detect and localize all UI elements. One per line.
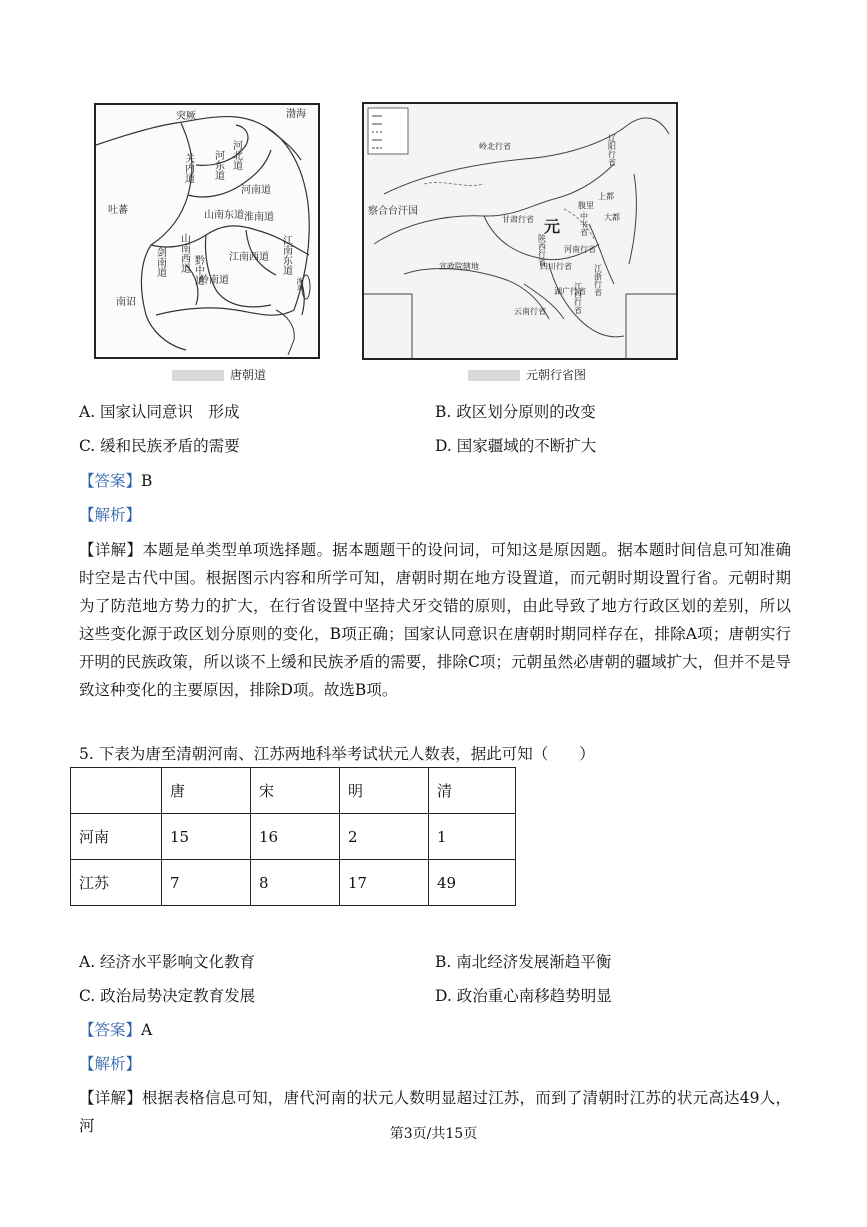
yuan-label-yunnan: 云南行省	[514, 307, 546, 316]
table-header-cell: 明	[340, 768, 429, 814]
tang-label-tubo: 吐蕃	[108, 205, 128, 216]
yuan-label-fuli: 腹里	[578, 201, 594, 210]
q5-option-b: B. 南北经济发展渐趋平衡	[435, 953, 612, 971]
tang-label-shannandong: 山南东道	[204, 210, 244, 221]
analysis-tag: 【解析】	[79, 506, 142, 524]
answer-tag: 【答案】	[79, 1021, 142, 1039]
yuan-label-xuanzheng: 宣政院辖地	[439, 262, 479, 271]
q5-option-d: D. 政治重心南移趋势明显	[435, 987, 612, 1005]
tang-label-guannei: 关内道	[182, 153, 194, 183]
detail-text: 根据表格信息可知，唐代河南的状元人数明显超过江苏，而到了清朝时江苏的状元高达49人，河	[79, 1089, 791, 1135]
q4-answer	[79, 471, 152, 491]
table-cell: 江苏	[71, 860, 162, 906]
yuan-label-jiangzhe: 江浙行省	[593, 264, 603, 296]
tang-map-drawing	[96, 105, 318, 357]
q4-option-d: D. 国家疆域的不断扩大	[435, 437, 597, 455]
q5-answer	[79, 1020, 152, 1040]
tang-label-liuqiu: 流求	[296, 277, 304, 291]
table-header-cell: 唐	[162, 768, 251, 814]
table-cell: 16	[251, 814, 340, 860]
yuan-label-shangdu: 上都	[598, 192, 614, 201]
q5-option-c: C. 政治局势决定教育发展	[79, 987, 256, 1005]
yuan-label-sichuan: 四川行省	[540, 262, 572, 271]
q4-option-c: C. 缓和民族矛盾的需要	[79, 437, 240, 455]
tang-label-jiangnandong: 江南东道	[280, 235, 292, 275]
yuan-label-jiangxi: 江西行省	[573, 282, 583, 314]
yuan-label-gansu: 甘肃行省	[502, 215, 534, 224]
tang-label-hebei: 河北道	[230, 140, 242, 170]
q5-table	[70, 767, 516, 906]
detail-tag: 【详解】	[79, 1089, 142, 1107]
tang-label-qianzhong: 黔中道	[192, 255, 204, 285]
table-cell: 1	[429, 814, 516, 860]
yuan-label-henan: 河南行省	[564, 245, 596, 254]
tang-label-jiannan: 剑南道	[154, 247, 166, 277]
table-cell: 8	[251, 860, 340, 906]
table-row	[71, 860, 516, 906]
tang-label-jiangnanxi: 江南西道	[229, 252, 269, 263]
answer-tag: 【答案】	[79, 472, 142, 490]
yuan-label-zhongshu: 中书省	[579, 212, 589, 236]
yuan-label-dadu: 大都	[604, 213, 620, 222]
yuan-map-caption: 元朝行省图	[468, 366, 586, 383]
tang-label-huainan: 淮南道	[244, 212, 274, 223]
detail-text: 本题是单类型单项选择题。据本题题干的设问词，可知这是原因题。据本题时间信息可知准确时空是古代中国。根据图示内容和所学可知，唐朝时期在地方设置道，而元朝时期设置行省。元朝时期为了防范地方势力的扩大，在行省设置中坚持犬牙交错的原则，由此导致了地方行政区划的差别，所以这些变化源于政区划分原则的变化，B项正确；国家认同意识在唐朝时期同样存在，排除A项；唐朝实行开明的民族政策，所以谈不上缓和民族矛盾的需要，排除C项；元朝虽然必唐朝的疆域扩大，但并不是导致这种变化的主要原因，排除D项。故选B项。	[79, 541, 791, 699]
tang-label-henan: 河南道	[241, 185, 271, 196]
table-cell: 15	[162, 814, 251, 860]
yuan-label-huguang: 湖广行省	[554, 287, 586, 296]
yuan-label-liaoyang: 辽阳行省	[607, 134, 617, 166]
table-row	[71, 814, 516, 860]
redacted-mark	[172, 370, 224, 381]
page-number: 第3页/共15页	[389, 1126, 478, 1142]
table-cell: 河南	[71, 814, 162, 860]
tang-label-lingnan: 岭南道	[199, 275, 229, 286]
yuan-label-shaanxi: 陕西行省	[537, 234, 547, 266]
tang-label-nanzhao: 南诏	[116, 297, 136, 308]
tang-map-caption: 唐朝道	[172, 366, 266, 383]
yuan-label-chagatai: 察合台汗国	[368, 206, 418, 217]
table-header-row	[71, 768, 516, 814]
q4-option-b: B. 政区划分原则的改变	[435, 403, 596, 421]
tang-label-bohai: 渤海	[286, 109, 306, 120]
yuan-provinces-map	[362, 102, 678, 360]
answer-value: A	[141, 1021, 153, 1039]
q4-detail	[79, 536, 791, 704]
table-header-cell: 宋	[251, 768, 340, 814]
tang-circuits-map	[94, 103, 320, 359]
table-cell: 7	[162, 860, 251, 906]
detail-tag: 【详解】	[79, 541, 143, 559]
table-cell: 17	[340, 860, 429, 906]
tang-label-hedong: 河东道	[212, 150, 224, 180]
yuan-label-lingbei: 岭北行省	[479, 142, 511, 151]
redacted-mark	[468, 370, 520, 381]
table-cell: 49	[429, 860, 516, 906]
q4-analysis-tag	[79, 505, 141, 525]
tang-label-tujue: 突厥	[176, 111, 196, 122]
analysis-tag: 【解析】	[79, 1055, 142, 1073]
yuan-map-drawing	[364, 104, 676, 358]
q5-analysis-tag	[79, 1054, 141, 1074]
q4-option-a: A. 国家认同意识 形成	[79, 403, 240, 421]
tang-label-shannanxi: 山南西道	[178, 233, 190, 273]
table-header-cell: 清	[429, 768, 516, 814]
q5-stem: 5. 下表为唐至清朝河南、江苏两地科举考试状元人数表，据此可知（ ）	[79, 745, 595, 763]
table-cell: 2	[340, 814, 429, 860]
q5-option-a: A. 经济水平影响文化教育	[79, 953, 256, 971]
table-header-cell	[71, 768, 162, 814]
answer-value: B	[141, 472, 153, 490]
yuan-label-yuan: 元	[544, 217, 561, 236]
